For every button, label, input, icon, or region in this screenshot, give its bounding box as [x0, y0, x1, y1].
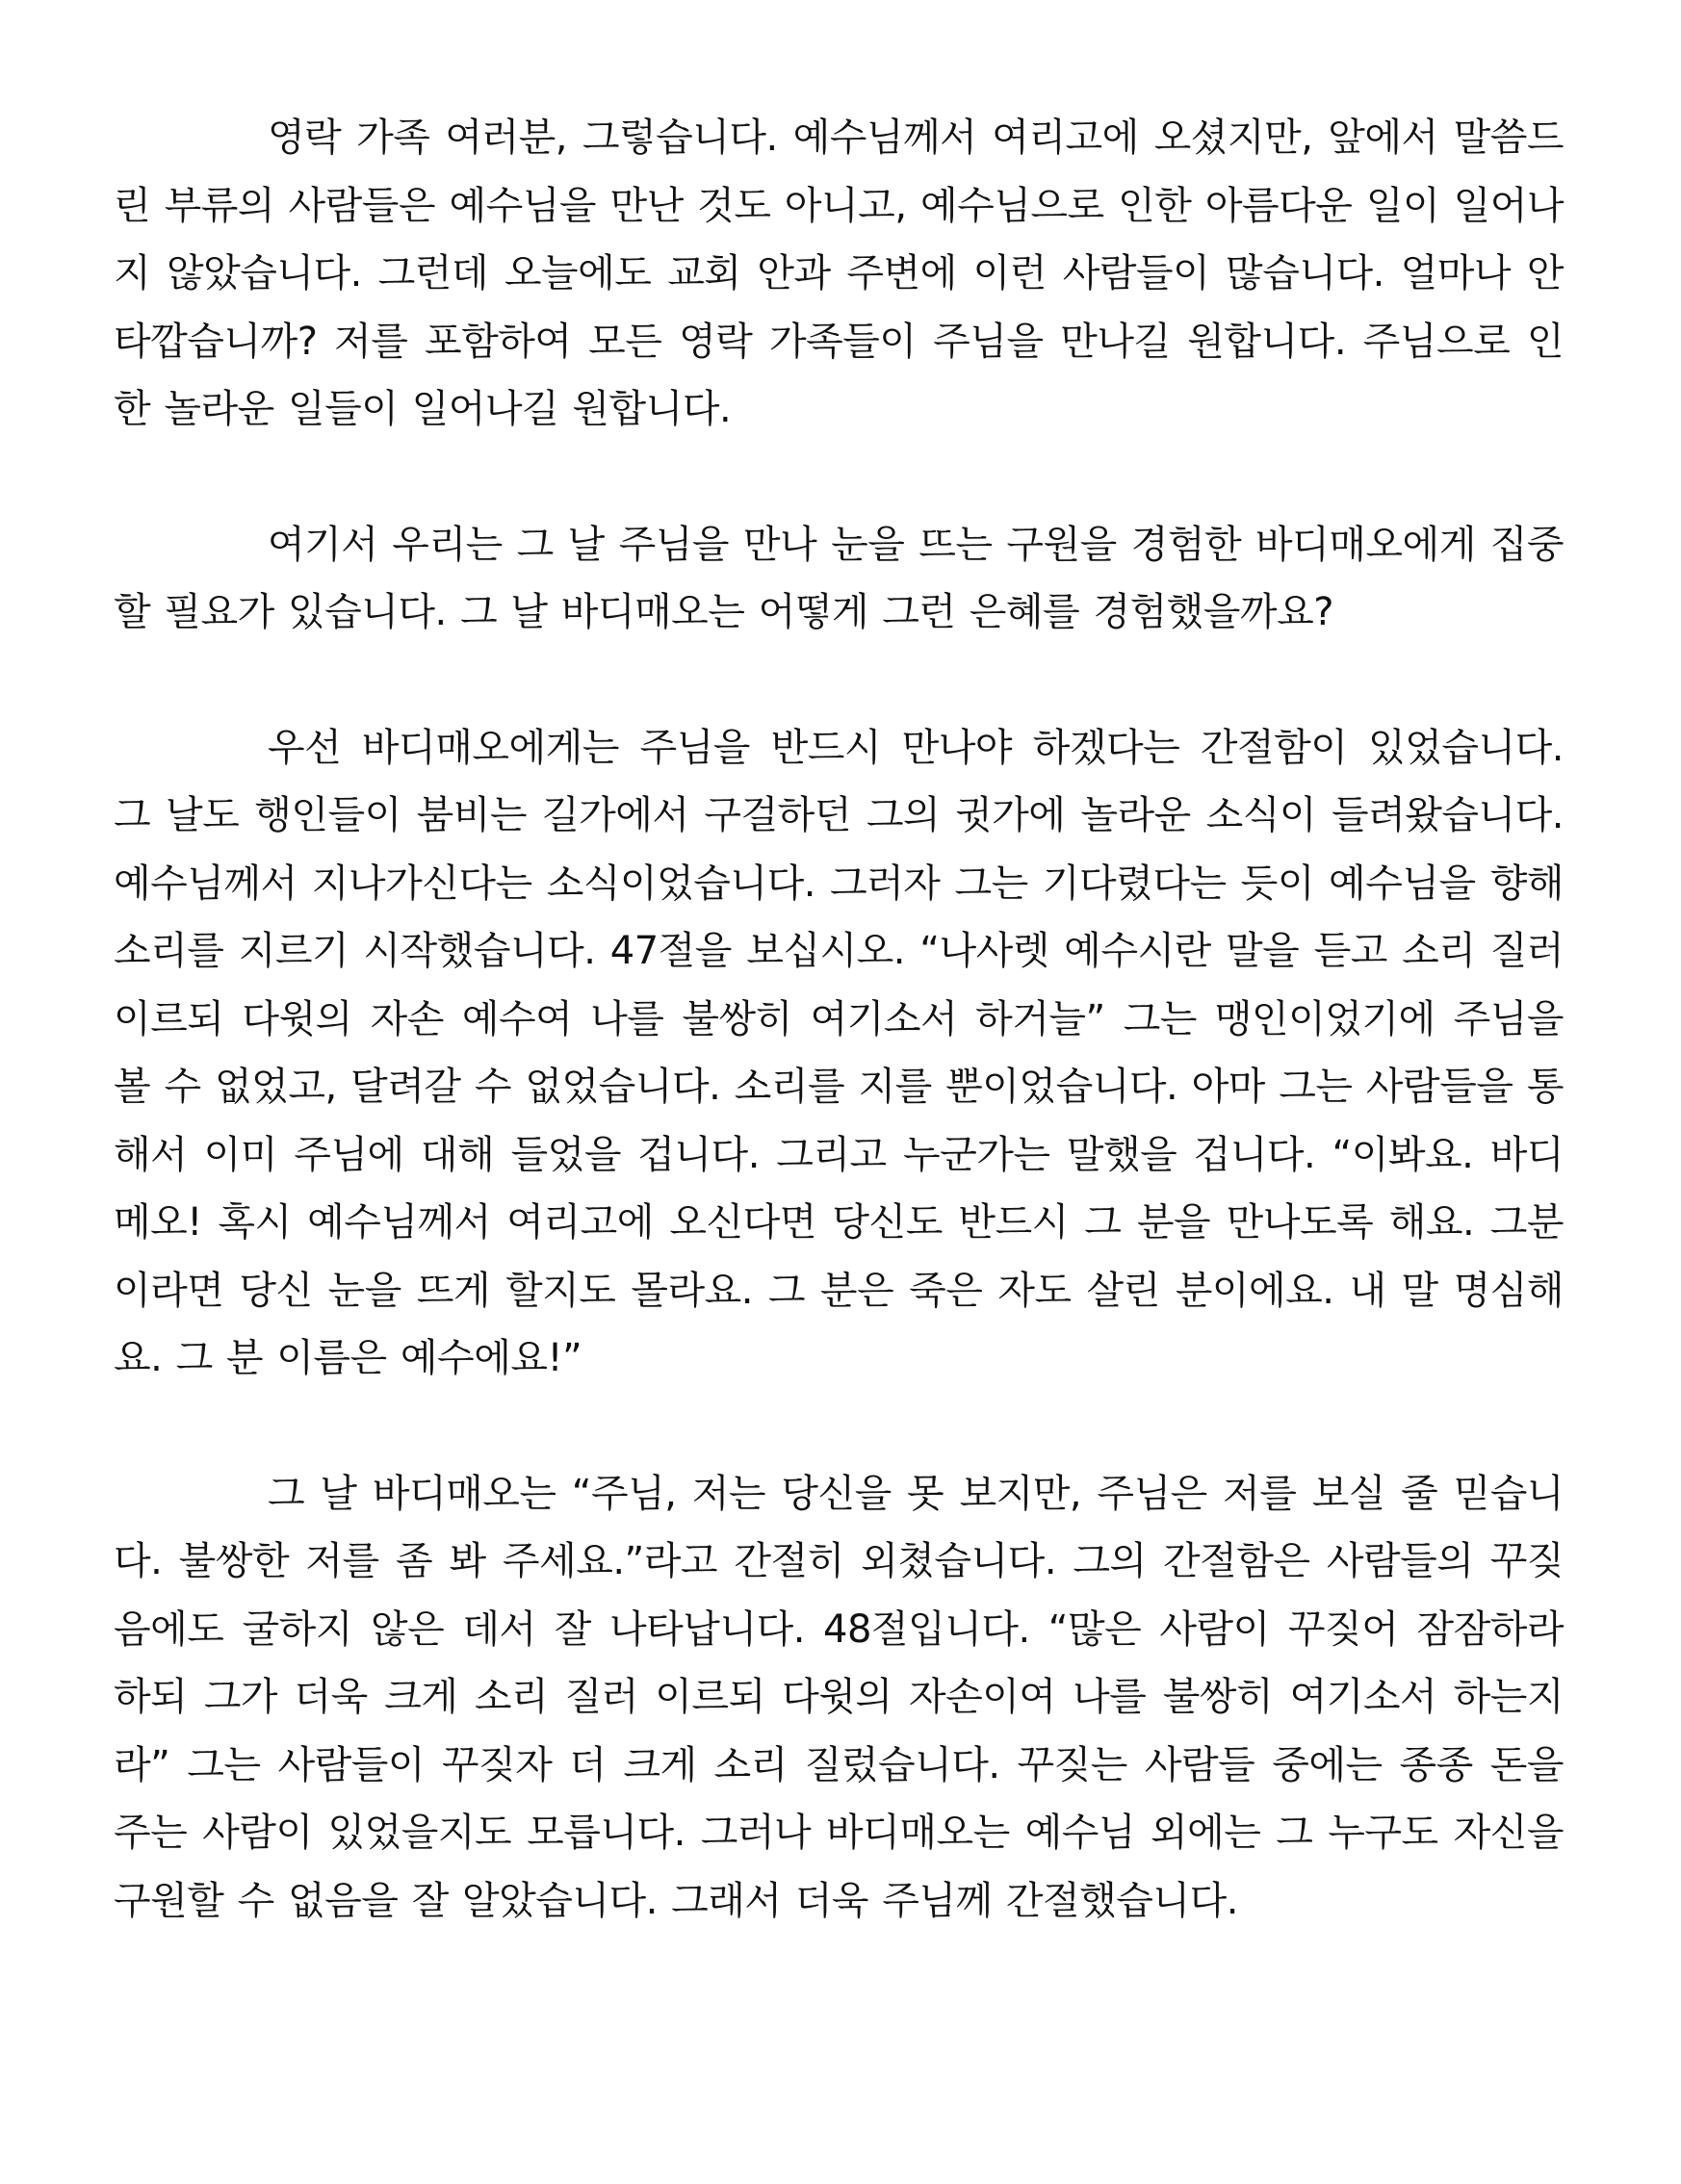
paragraph-1: 영락 가족 여러분, 그렇습니다. 예수님께서 여리고에 오셨지만, 앞에서 말씀드린 부류의 사람들은 예수님을 만난 것도 아니고, 예수님으로 인한 아름다운 일이 일어나지 않았습니다. 그런데 오늘에도 교회 안과 주변에 이런 사람들이 많습니다. 얼마나 안타깝습니까? 저를 포함하여 모든 영락 가족들이 주님을 만나길 원합니다. 주님으로 인한 놀라운 일들이 일어나길 원합니다.: [114, 116, 1564, 431]
paragraph-3: 우선 바디매오에게는 주님을 반드시 만나야 하겠다는 간절함이 있었습니다. 그 날도 행인들이 붐비는 길가에서 구걸하던 그의 귓가에 놀라운 소식이 들려왔습니다. 예수님께서 지나가신다는 소식이었습니다. 그러자 그는 기다렸다는 듯이 예수님을 향해 소리를 지르기 시작했습니다. 47절을 보십시오. “나사렛 예수시란 말을 듣고 소리 질러 이르되 다윗의 자손 예수여 나를 불쌍히 여기소서 하거늘” 그는 맹인이었기에 주님을 볼 수 없었고, 달려갈 수 없었습니다. 소리를 지를 뿐이었습니다. 아마 그는 사람들을 통해서 이미 주님에 대해 들었을 겁니다. 그리고 누군가는 말했을 겁니다. “이봐요. 바디메오! 혹시 예수님께서 여리고에 오신다면 당신도 반드시 그 분을 만나도록 해요. 그분이라면 당신 눈을 뜨게 할지도 몰라요. 그 분은 죽은 자도 살린 분이에요. 내 말 명심해요. 그 분 이름은 예수에요!”: [114, 725, 1564, 1380]
sermon-page: [114, 104, 1564, 1935]
paragraph-4: 그 날 바디매오는 “주님, 저는 당신을 못 보지만, 주님은 저를 보실 줄 믿습니다. 불쌍한 저를 좀 봐 주세요.”라고 간절히 외쳤습니다. 그의 간절함은 사람들의 꾸짖음에도 굴하지 않은 데서 잘 나타납니다. 48절입니다. “많은 사람이 꾸짖어 잠잠하라 하되 그가 더욱 크게 소리 질러 이르되 다윗의 자손이여 나를 불쌍히 여기소서 하는지라” 그는 사람들이 꾸짖자 더 크게 소리 질렀습니다. 꾸짖는 사람들 중에는 종종 돈을 주는 사람이 있었을지도 모릅니다. 그러나 바디매오는 예수님 외에는 그 누구도 자신을 구원할 수 없음을 잘 알았습니다. 그래서 더욱 주님께 간절했습니다.: [114, 1471, 1564, 1923]
paragraph-2: 여기서 우리는 그 날 주님을 만나 눈을 뜨는 구원을 경험한 바디매오에게 집중할 필요가 있습니다. 그 날 바디매오는 어떻게 그런 은혜를 경험했을까요?: [114, 522, 1564, 634]
